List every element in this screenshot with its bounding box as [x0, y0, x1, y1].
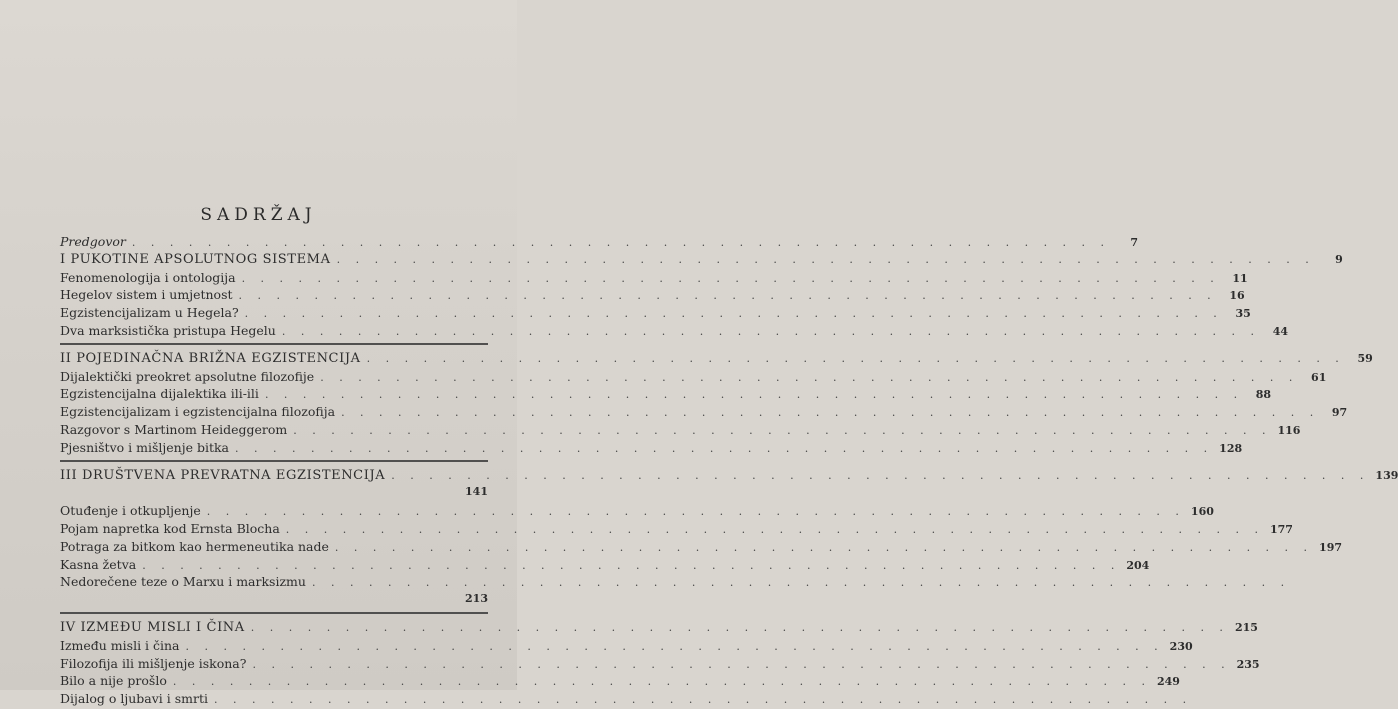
toc-entry — [60, 637, 1193, 656]
leader-dots — [286, 523, 1264, 536]
toc-entry-page: 44 — [1272, 324, 1289, 338]
toc-entry-page: 88 — [1255, 388, 1272, 402]
toc-entry-label: Otuđenje i otkupljenje — [60, 503, 201, 519]
leader-dots — [320, 371, 1298, 384]
leader-dots — [312, 576, 1290, 589]
toc-entry-label: Egzistencijalizam u Hegela? — [60, 305, 239, 321]
leader-dots — [186, 640, 1164, 653]
leader-dots — [391, 469, 1369, 482]
leader-dots — [245, 307, 1223, 320]
leader-dots — [251, 621, 1229, 634]
toc-entry-label: Bilo a nije prošlo — [60, 673, 167, 689]
toc-entry — [60, 673, 1180, 691]
section-divider — [60, 460, 488, 462]
toc-entry-label: Kasna žetva — [60, 556, 137, 572]
toc-entry-page: 249 — [1157, 675, 1180, 689]
page-title: SADRŽAJ — [200, 205, 317, 225]
toc-entry-page: 59 — [1357, 351, 1373, 365]
toc-entry-page: 204 — [1126, 558, 1150, 572]
toc-entry — [60, 305, 1251, 323]
toc-entry-label: Razgovor s Martinom Heideggerom — [60, 421, 288, 437]
toc-entry-page: 16 — [1229, 289, 1245, 303]
leader-dots — [242, 272, 1220, 285]
toc-entry-page: 235 — [1236, 657, 1260, 671]
toc-part-heading — [60, 467, 1398, 486]
leader-dots — [335, 541, 1313, 554]
leader-dots — [252, 658, 1230, 671]
section-divider — [60, 343, 488, 345]
toc-entry — [60, 655, 1260, 674]
toc-entry-page: 128 — [1219, 441, 1243, 455]
toc-entry-page: 230 — [1169, 639, 1193, 653]
toc-entry — [60, 538, 1343, 557]
leader-dots — [265, 388, 1243, 401]
toc-entry-label: Filozofija ili mišljenje iskona? — [60, 655, 247, 671]
toc-entry-label: Pojam napretka kod Ernsta Blocha — [60, 520, 280, 536]
toc-entry-label: Dva marksistička pristupa Hegelu — [60, 322, 276, 338]
toc-entry — [60, 520, 1293, 539]
leader-dots — [142, 559, 1120, 572]
toc-entry-page: 116 — [1277, 423, 1301, 437]
leader-dots — [341, 406, 1319, 419]
toc-entry-page: 160 — [1190, 505, 1214, 519]
toc-part-label: III DRUŠTVENA PREVRATNA EGZISTENCIJA — [60, 467, 386, 483]
toc-entry-label: Fenomenologija i ontologija — [60, 269, 236, 285]
toc-entry-page: 61 — [1311, 370, 1327, 384]
toc-entry — [60, 421, 1301, 440]
leader-dots — [293, 424, 1271, 437]
toc-entry — [60, 269, 1248, 288]
toc-part-label: I PUKOTINE APSOLUTNOG SISTEMA — [60, 251, 331, 267]
toc-entry — [60, 439, 1243, 458]
toc-entry-page: 97 — [1331, 406, 1348, 420]
toc-entry-page: 213 — [465, 592, 488, 606]
toc-entry-label: Nedorečene teze o Marxu i marksizmu — [60, 574, 306, 590]
toc-entry — [60, 404, 1348, 422]
toc-entry-page: 9 — [1335, 252, 1343, 266]
toc-entry-page: 7 — [1130, 236, 1139, 249]
toc-entry-label: Predgovor — [60, 234, 126, 249]
toc-entry-label: Pjesništvo i mišljenje bitka — [60, 439, 230, 455]
toc-entry — [60, 503, 1214, 521]
toc-entry-page: 139 — [1375, 468, 1398, 482]
leader-dots — [207, 505, 1185, 518]
leader-dots — [337, 253, 1315, 266]
toc-entry — [60, 691, 488, 709]
leader-dots — [367, 352, 1345, 365]
toc-entry — [60, 322, 1289, 341]
toc-part-heading — [60, 619, 1258, 638]
toc-part-heading — [60, 251, 1343, 270]
toc-entry — [60, 386, 1272, 404]
table-of-contents — [60, 234, 1398, 709]
toc-entry-label: Između misli i čina — [60, 637, 180, 653]
toc-entry-label: Egzistencijalna dijalektika ili-ili — [60, 386, 259, 402]
toc-part-heading — [60, 350, 1373, 369]
toc-entry-page: 215 — [1234, 620, 1258, 634]
toc-entry-label: Dijalog o ljubavi i smrti — [60, 691, 208, 707]
toc-entry — [60, 287, 1245, 305]
toc-entry-page: 11 — [1232, 271, 1248, 285]
toc-entry-page: 35 — [1235, 307, 1251, 321]
toc-entry — [60, 234, 1139, 252]
toc-entry — [60, 574, 488, 592]
toc-entry-label: Dijalektički preokret apsolutne filozofije — [60, 368, 315, 384]
leader-dots — [173, 675, 1151, 688]
toc-entry-page: 141 — [465, 485, 488, 499]
toc-entry-page: 197 — [1319, 540, 1343, 554]
toc-entry — [60, 368, 1327, 387]
toc-entry-label: Egzistencijalizam i egzistencijalna filozofija — [60, 404, 336, 420]
toc-entry-page: 177 — [1269, 522, 1293, 536]
toc-entry-label: Hegelov sistem i umjetnost — [60, 287, 233, 303]
toc-entry-label: Potraga za bitkom kao hermeneutika nade — [60, 538, 329, 554]
section-divider — [60, 612, 488, 614]
leader-dots — [282, 325, 1260, 338]
leader-dots — [239, 289, 1217, 302]
toc-entry — [60, 556, 1150, 575]
leader-dots — [235, 442, 1213, 455]
toc-part-label: IV IZMEĐU MISLI I ČINA — [60, 619, 245, 635]
toc-part-label: II POJEDINAČNA BRIŽNA EGZISTENCIJA — [60, 350, 361, 366]
leader-dots — [132, 236, 1110, 249]
leader-dots — [214, 693, 1192, 706]
